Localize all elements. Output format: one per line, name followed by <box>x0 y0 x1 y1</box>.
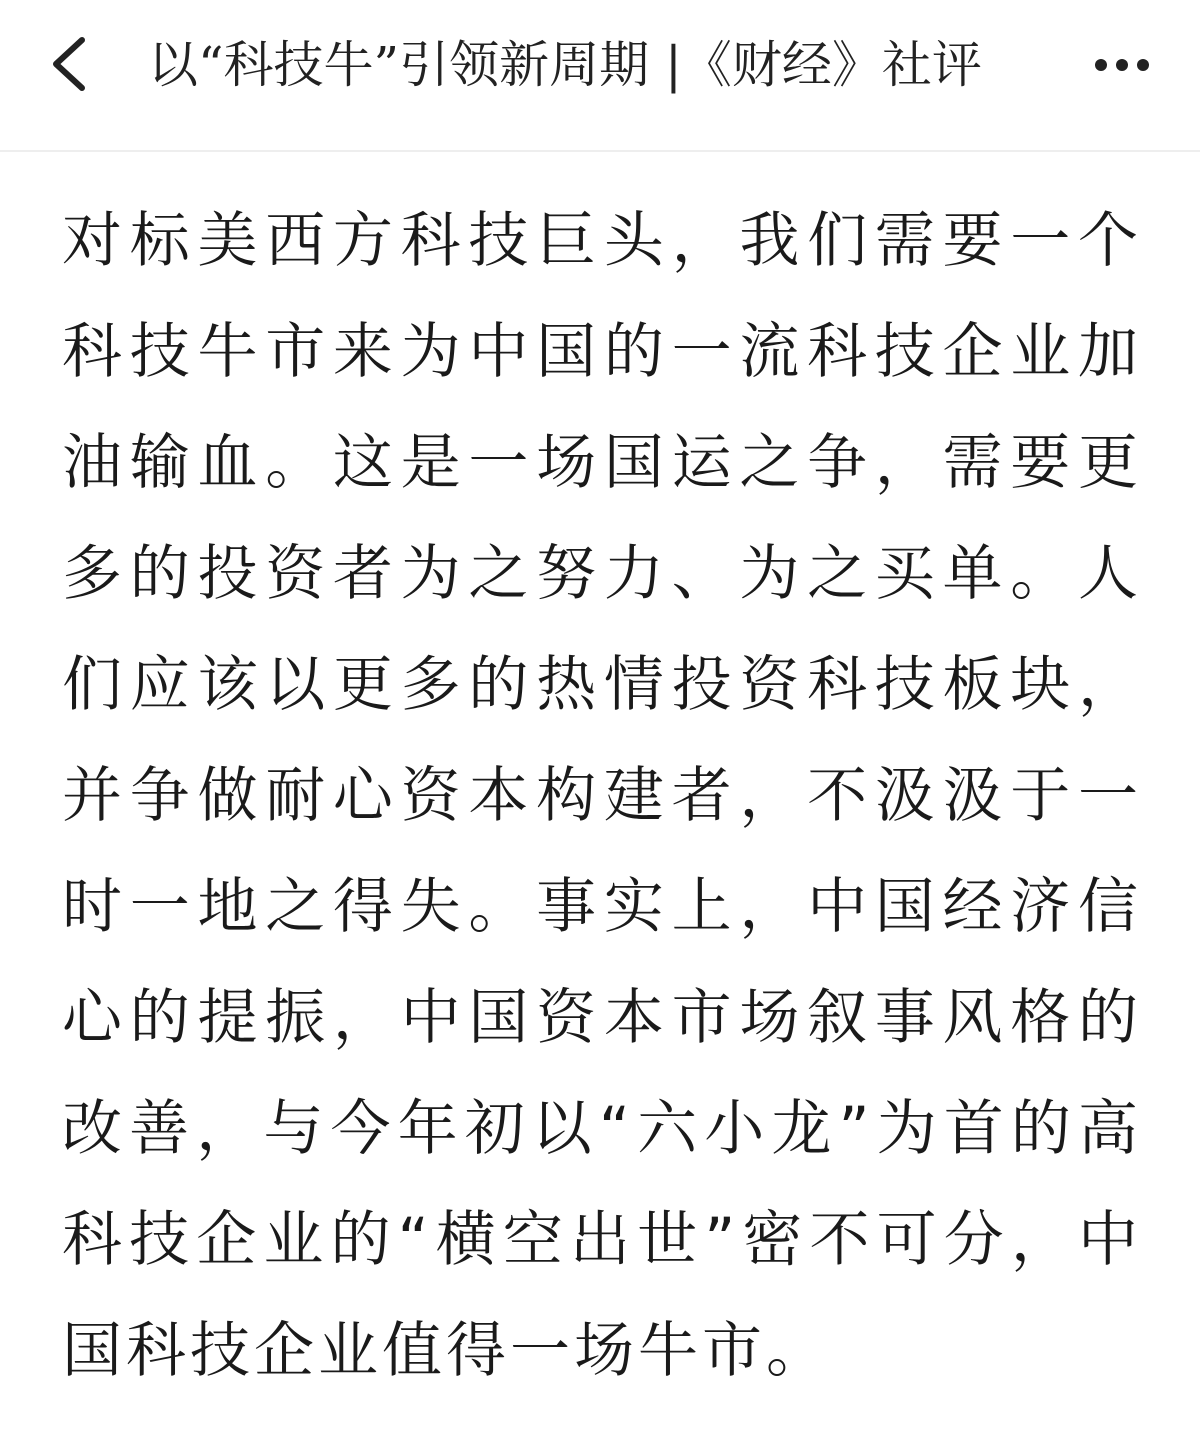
back-button[interactable] <box>30 24 110 104</box>
page-title: 以“科技牛”引领新周期 |《财经》社评 <box>148 36 982 94</box>
article-paragraph: 对标美西方科技巨头，我们需要一个科技牛市来为中国的一流科技企业加油输血。这是一场国运之争，需要更多的投资者为之努力、为之买单。人们应该以更多的热情投资科技板块，并争做耐心资本构建者，不汲汲于一时一地之得失。事实上，中国经济信心的提振，中国资本市场叙事风格的改善，与今年初以“六小龙”为首的高科技企业的“横空出世”密不可分，中国科技企业值得一场牛市。 <box>62 206 1142 1386</box>
top-navigation-bar <box>0 0 1200 152</box>
more-horizontal-icon <box>1094 58 1150 72</box>
chevron-left-icon <box>48 36 92 92</box>
more-options-button[interactable] <box>1084 30 1160 100</box>
